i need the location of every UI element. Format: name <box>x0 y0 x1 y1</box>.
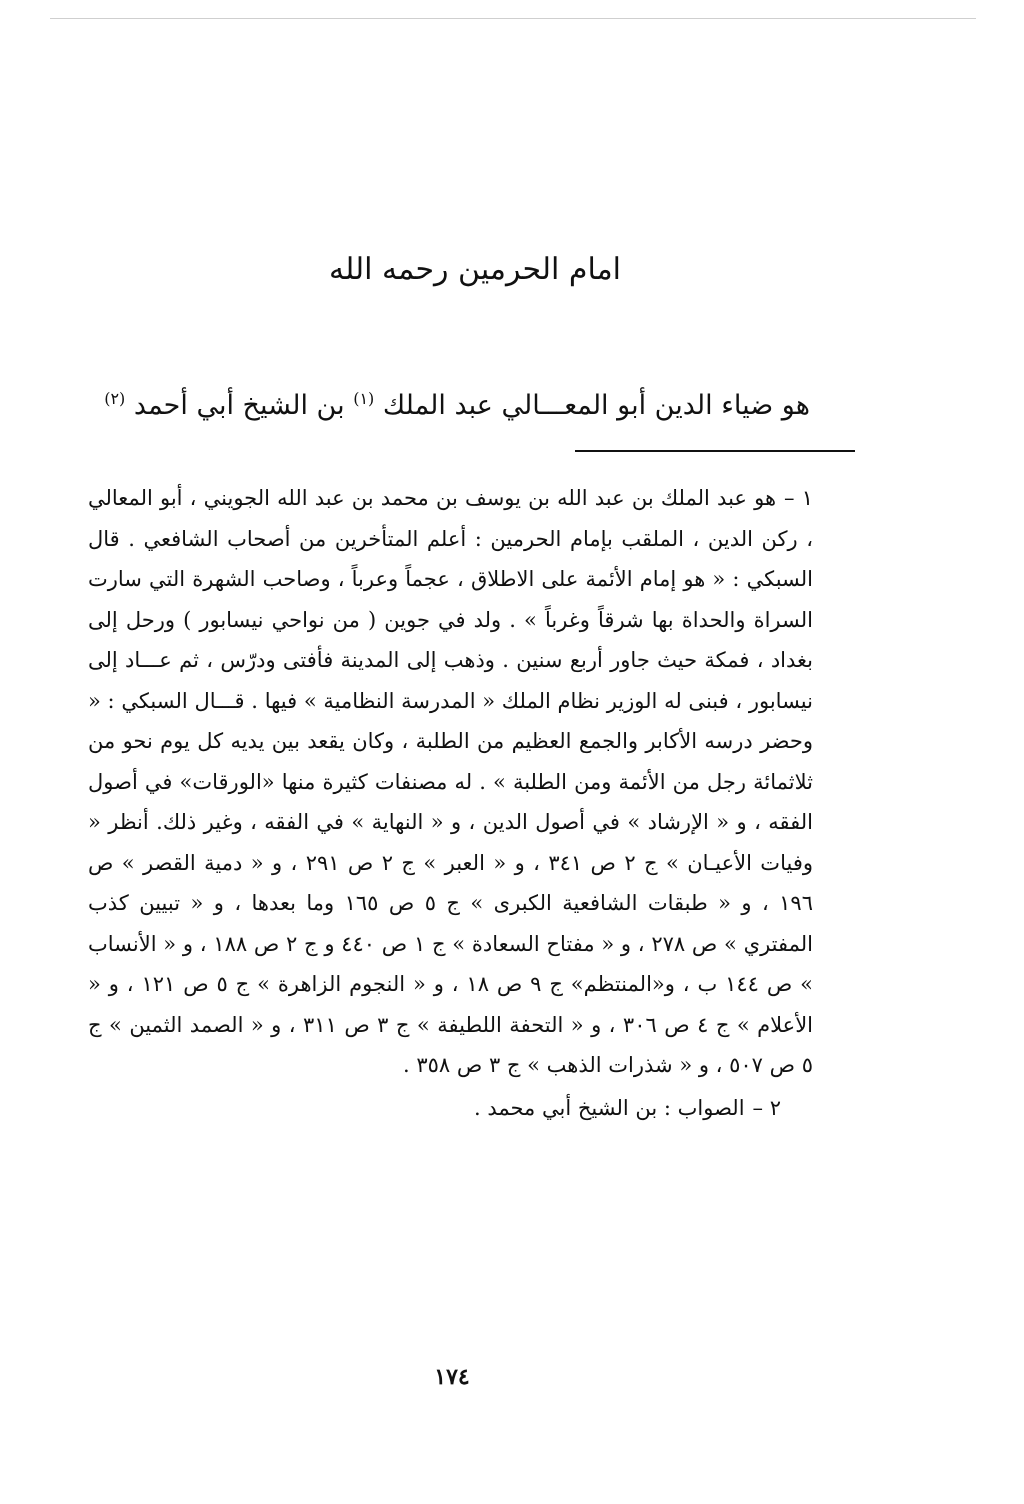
footnote-1-number: ١ – <box>784 486 813 510</box>
footnote-separator-rule <box>575 450 855 452</box>
intro-text-part-2: بن الشيخ أبي أحمد <box>133 390 345 421</box>
footnote-marker-1: (١) <box>353 389 375 408</box>
footnote-marker-2: (٢) <box>104 389 126 408</box>
chapter-heading: امام الحرمين رحمه الله <box>328 252 622 287</box>
intro-paragraph <box>90 378 810 427</box>
page-number: ١٧٤ <box>434 1364 470 1390</box>
intro-text-part-1: هو ضياء الدين أبو المعـــالي عبد الملك <box>382 390 810 421</box>
footnotes-section <box>88 478 813 1128</box>
footnote-2 <box>88 1088 813 1129</box>
footnote-2-text: الصواب : بن الشيخ أبي محمد . <box>473 1095 745 1120</box>
footnote-2-number: ٢ – <box>752 1095 781 1120</box>
footnote-1 <box>88 478 813 1086</box>
page-top-rule <box>50 18 976 19</box>
footnote-1-text: هو عبد الملك بن عبد الله بن يوسف بن محمد بن عبد الله الجويني ، أبو المعالي ، ركن الدين ، الملقب بإمام الحرمين : أعلم المتأخرين من أصحاب الشافعي . قال السبكي : « هو إمام الأئمة على الاطلاق ، عجماً وعرباً ، وصاحب الشهرة التي سارت السراة والحداة بها شرقاً وغرباً » . ولد في جوين ( من نواحي نيسابور ) ورحل إلى بغداد ، فمكة حيث جاور أربع سنين . وذهب إلى المدينة فأفتى ودرّس ، ثم عـــاد إلى نيسابور ، فبنى له الوزير نظام الملك « المدرسة النظامية » فيها . قـــال السبكي : « وحضر درسه الأكابر والجمع العظيم من الطلبة ، وكان يقعد بين يديه كل يوم نحو من ثلاثمائة رجل من الأئمة ومن الطلبة » . له مصنفات كثيرة منها «الورقات» في أصول الفقه ، و « الإرشاد » في أصول الدين ، و « النهاية » في الفقه ، وغير ذلك. أنظر « وفيات الأعيـان » ج ٢ ص ٣٤١ ، و « العبر » ج ٢ ص ٢٩١ ، و « دمية القصر » ص ١٩٦ ، و « طبقات الشافعية الكبرى » ج ٥ ص ١٦٥ وما بعدها ، و « تبيين كذب المفتري » ص ٢٧٨ ، و « مفتاح السعادة » ج ١ ص ٤٤٠ و ج ٢ ص ١٨٨ ، و « الأنساب » ص ١٤٤ ب ، و«المنتظم» ج ٩ ص ١٨ ، و « النجوم الزاهرة » ج ٥ ص ١٢١ ، و « الأعلام » ج ٤ ص ٣٠٦ ، و « التحفة اللطيفة » ج ٣ ص ٣١١ ، و « الصمد الثمين » ج ٥ ص ٥٠٧ ، و « شذرات الذهب » ج ٣ ص ٣٥٨ . <box>88 486 814 1077</box>
